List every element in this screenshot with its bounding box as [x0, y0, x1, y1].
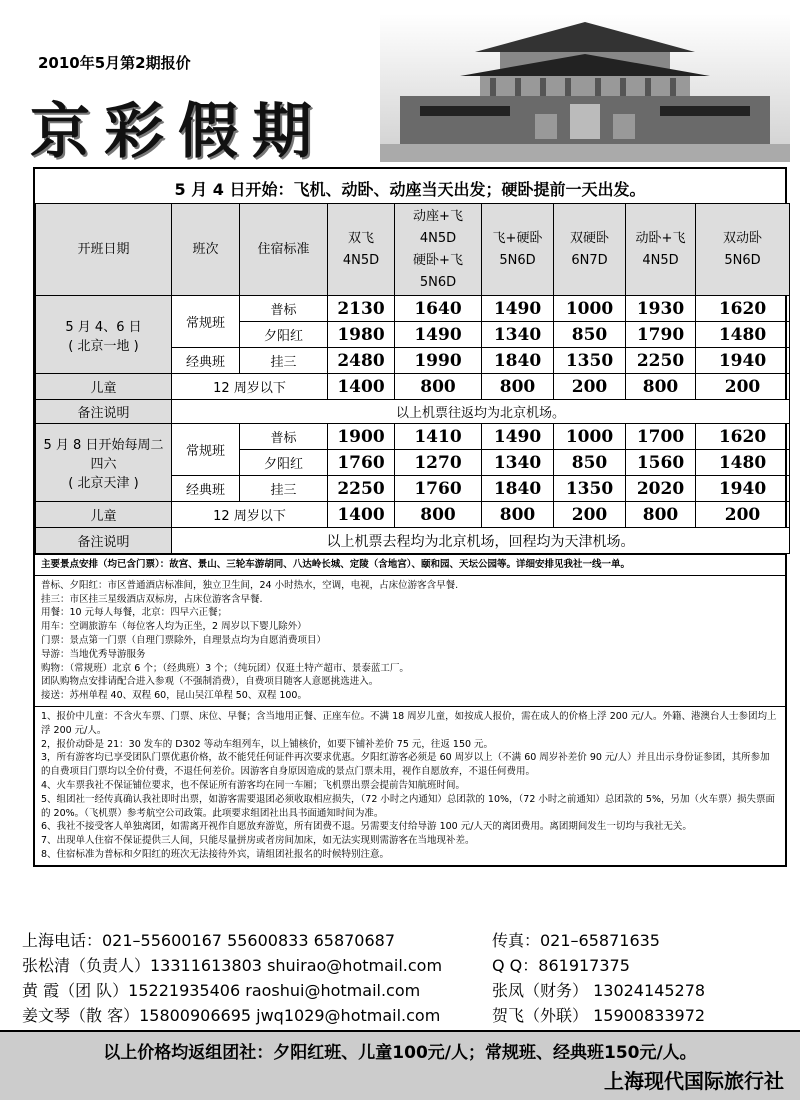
- brand-title: 京彩假期: [30, 97, 326, 167]
- price-sheet: [33, 167, 787, 867]
- individual-contact: 姜文琴（散 客）15800906695 jwq1029@hotmail.com: [22, 1006, 441, 1025]
- lodging-three-star: 挂三: [240, 348, 328, 374]
- contact-row: [22, 953, 782, 978]
- term-line: 1、报价中儿童：不含火车票、门票、床位、早餐；含当地用正餐、正座车位。不满 18 周岁儿童，如按成人报价，需在成人的价格上浮 200 元/人。外籍、港澳台人士参团均上浮 200 元/人。: [41, 710, 777, 736]
- price-cell: 1350: [554, 476, 626, 502]
- service-line: 用餐：10 元每人每餐，北京：四早六正餐；: [41, 607, 228, 619]
- child-age: 12 周岁以下: [172, 502, 328, 528]
- price-cell: 1490: [395, 322, 482, 348]
- service-line: 接送：苏州单程 40、双程 60，昆山吴江单程 50、双程 100。: [41, 690, 307, 702]
- lodging-standard: 普标: [240, 424, 328, 450]
- price-cell: 1340: [482, 450, 554, 476]
- price-cell: 200: [554, 374, 626, 400]
- finance-contact: 张凤（财务） 13024145278: [492, 981, 706, 1000]
- price-cell: 1480: [696, 450, 790, 476]
- term-line: 6、我社不接受客人单独离团，如需离开视作自愿放弃游览，所有团费不退。另需要支付给导游 100 元/人天的离团费用。离团期间发生一切均与我社无关。: [41, 821, 692, 833]
- qq-number: Q Q：861917375: [492, 956, 630, 975]
- shanghai-phone: 上海电话：021–55600167 55600833 65870687: [22, 931, 396, 950]
- lodging-standard: 普标: [240, 296, 328, 322]
- price-cell: 1980: [328, 322, 395, 348]
- price-cell: 2130: [328, 296, 395, 322]
- service-line: 导游：当地优秀导游服务: [41, 648, 146, 660]
- price-cell: 1000: [554, 424, 626, 450]
- col-header-double-sleeper: 双硬卧 6N7D: [554, 204, 626, 296]
- col-header-date: 开班日期: [36, 204, 172, 296]
- price-cell: 1350: [554, 348, 626, 374]
- col-header-bullet-sleeper-flight: 动卧+飞 4N5D: [626, 204, 696, 296]
- price-table: [35, 203, 790, 554]
- departure-headline: 5 月 4 日开始：飞机、动卧、动座当天出发；硬卧提前一天出发。: [174, 180, 646, 199]
- service-line: 用车：空调旅游车（每位客人均为正坐，2 周岁以下婴儿除外）: [41, 621, 307, 633]
- commission-note: 以上价格均返组团社：夕阳红班、儿童100元/人；常规班、经典班150元/人。: [103, 1043, 697, 1063]
- price-cell: 1700: [626, 424, 696, 450]
- s2-date-cell: 5 月 8 日开始每周二 四六 ( 北京天津 ): [36, 424, 172, 502]
- price-cell: 1900: [328, 424, 395, 450]
- price-cell: 800: [626, 502, 696, 528]
- s2-classic-class: 经典班: [172, 476, 240, 502]
- table-row: [36, 296, 790, 322]
- tiananmen-gate-illustration: [380, 14, 790, 162]
- group-contact: 黄 霞（团 队）15221935406 raoshui@hotmail.com: [22, 981, 421, 1000]
- price-cell: 1840: [482, 476, 554, 502]
- s2-regular-class: 常规班: [172, 424, 240, 476]
- agency-name: 上海现代国际旅行社: [604, 1069, 784, 1093]
- child-age: 12 周岁以下: [172, 374, 328, 400]
- remark-label: 备注说明: [36, 528, 172, 554]
- term-line: 4、火车票我社不保证铺位要求，也不保证所有游客均在同一车厢；飞机票出票会提前告知航班时间。: [41, 779, 466, 791]
- price-cell: 1480: [696, 322, 790, 348]
- term-line: 2，报价动卧是 21：30 发车的 D302 等动车组列车，以上铺核价，如要下铺补差价 75 元，往返 150 元。: [41, 738, 494, 750]
- price-cell: 850: [554, 450, 626, 476]
- col-header-flight-sleeper: 飞+硬卧 5N6D: [482, 204, 554, 296]
- contact-row: [22, 928, 782, 953]
- price-cell: 800: [395, 502, 482, 528]
- table-row: [36, 374, 790, 400]
- term-line: 3，所有游客均已享受团队门票优惠价格，故不能凭任何证件再次要求优惠。夕阳红游客必须是 60 周岁以上（不满 60 周岁补差价 90 元/人）并且出示身份证参团，其所参加的自费项目门票均以全价付费，不退任何差价。因游客自身原因造成的景点门票未用，视作自愿放弃，不退任何费用。: [41, 752, 770, 778]
- price-cell: 1410: [395, 424, 482, 450]
- lodging-sunset: 夕阳红: [240, 322, 328, 348]
- col-header-double-flight: 双飞 4N5D: [328, 204, 395, 296]
- service-line: 团队购物点安排请配合进入参观（不强制消费），自费项目随客人意愿挑选进入。: [41, 676, 379, 688]
- price-cell: 1840: [482, 348, 554, 374]
- price-cell: 1620: [696, 424, 790, 450]
- price-cell: 1340: [482, 322, 554, 348]
- price-cell: 1270: [395, 450, 482, 476]
- price-cell: 1000: [554, 296, 626, 322]
- terms: [35, 706, 785, 865]
- service-line: 普标、夕阳红：市区普通酒店标准间，独立卫生间，24 小时热水，空调，电视，占床位游客含早餐.: [41, 579, 459, 591]
- table-row: [36, 502, 790, 528]
- lodging-sunset: 夕阳红: [240, 450, 328, 476]
- term-line: 5、组团社一经传真确认我社即时出票，如游客需要退团必须收取相应损失，（72 小时之内通知）总团款的 10%，（72 小时之前通知）总团款的 5%，另加（火车票）损失票面的 20%。（飞机票）参考航空公司政策。此项要求组团社出具书面通知时间为准。: [41, 793, 775, 819]
- header: [0, 0, 800, 168]
- contact-row: [22, 978, 782, 1003]
- table-row: [36, 424, 790, 450]
- price-cell: 1790: [626, 322, 696, 348]
- price-cell: 1640: [395, 296, 482, 322]
- price-cell: 800: [482, 502, 554, 528]
- child-label: 儿童: [36, 502, 172, 528]
- liaison-contact: 贺飞（外联） 15900833972: [492, 1006, 706, 1025]
- price-cell: 1930: [626, 296, 696, 322]
- price-cell: 800: [626, 374, 696, 400]
- price-cell: 1940: [696, 348, 790, 374]
- price-cell: 1560: [626, 450, 696, 476]
- price-cell: 850: [554, 322, 626, 348]
- col-header-lodging: 住宿标准: [240, 204, 328, 296]
- price-cell: 1940: [696, 476, 790, 502]
- lodging-three-star: 挂三: [240, 476, 328, 502]
- price-cell: 2250: [626, 348, 696, 374]
- remark-text: 以上机票去程均为北京机场，回程均为天津机场。: [172, 528, 790, 554]
- service-details: [35, 575, 785, 706]
- s1-date-cell: 5 月 4、6 日 ( 北京一地 ): [36, 296, 172, 374]
- price-cell: 800: [395, 374, 482, 400]
- col-header-double-bullet-sleeper: 双动卧 5N6D: [696, 204, 790, 296]
- col-header-class: 班次: [172, 204, 240, 296]
- remark-text: 以上机票往返均为北京机场。: [172, 400, 790, 424]
- table-row: [36, 400, 790, 424]
- price-cell: 200: [696, 374, 790, 400]
- price-cell: 1760: [395, 476, 482, 502]
- price-cell: 800: [482, 374, 554, 400]
- price-cell: 2250: [328, 476, 395, 502]
- manager-contact: 张松清（负责人）13311613803 shuirao@hotmail.com: [22, 956, 443, 975]
- price-cell: 1400: [328, 374, 395, 400]
- fax-number: 传真：021–65871635: [492, 931, 660, 950]
- issue-label: 2010年5月第2期报价: [38, 54, 191, 72]
- service-line: 挂三：市区挂三星级酒店双标房，占床位游客含早餐.: [41, 593, 263, 605]
- price-cell: 1490: [482, 424, 554, 450]
- child-label: 儿童: [36, 374, 172, 400]
- price-cell: 2480: [328, 348, 395, 374]
- price-cell: 1490: [482, 296, 554, 322]
- term-line: 8、住宿标准为普标和夕阳红的班次无法接待外宾，请组团社报名的时候特别注意。: [41, 848, 390, 860]
- s1-classic-class: 经典班: [172, 348, 240, 374]
- price-cell: 1990: [395, 348, 482, 374]
- price-cell: 1760: [328, 450, 395, 476]
- s1-regular-class: 常规班: [172, 296, 240, 348]
- contact-info: [22, 928, 782, 1028]
- remark-label: 备注说明: [36, 400, 172, 424]
- table-row: [36, 528, 790, 554]
- price-cell: 2020: [626, 476, 696, 502]
- price-cell: 200: [696, 502, 790, 528]
- price-cell: 1620: [696, 296, 790, 322]
- service-line: 购物：（常规班）北京 6 个；（经典班）3 个；（纯玩团）仅逛土特产超市、景泰蓝工厂。: [41, 662, 409, 674]
- footer: [0, 1030, 800, 1100]
- price-cell: 1400: [328, 502, 395, 528]
- contact-row: [22, 1003, 782, 1028]
- attractions: 主要景点安排（均已含门票）：故宫、景山、三轮车游胡同、八达岭长城、定陵（含地宫）、颐和园、天坛公园等。详细安排见我社一线一单。: [35, 554, 785, 575]
- col-header-seat-flight: 动座+飞 4N5D 硬卧+飞 5N6D: [395, 204, 482, 296]
- term-line: 7、出现单人住宿不保证提供三人间，只能尽量拼房或者房间加床，如无法实现则需游客在当地现补差。: [41, 835, 475, 847]
- price-cell: 200: [554, 502, 626, 528]
- service-line: 门票：景点第一门票（自理门票除外，自理景点均为自愿消费项目）: [41, 634, 327, 646]
